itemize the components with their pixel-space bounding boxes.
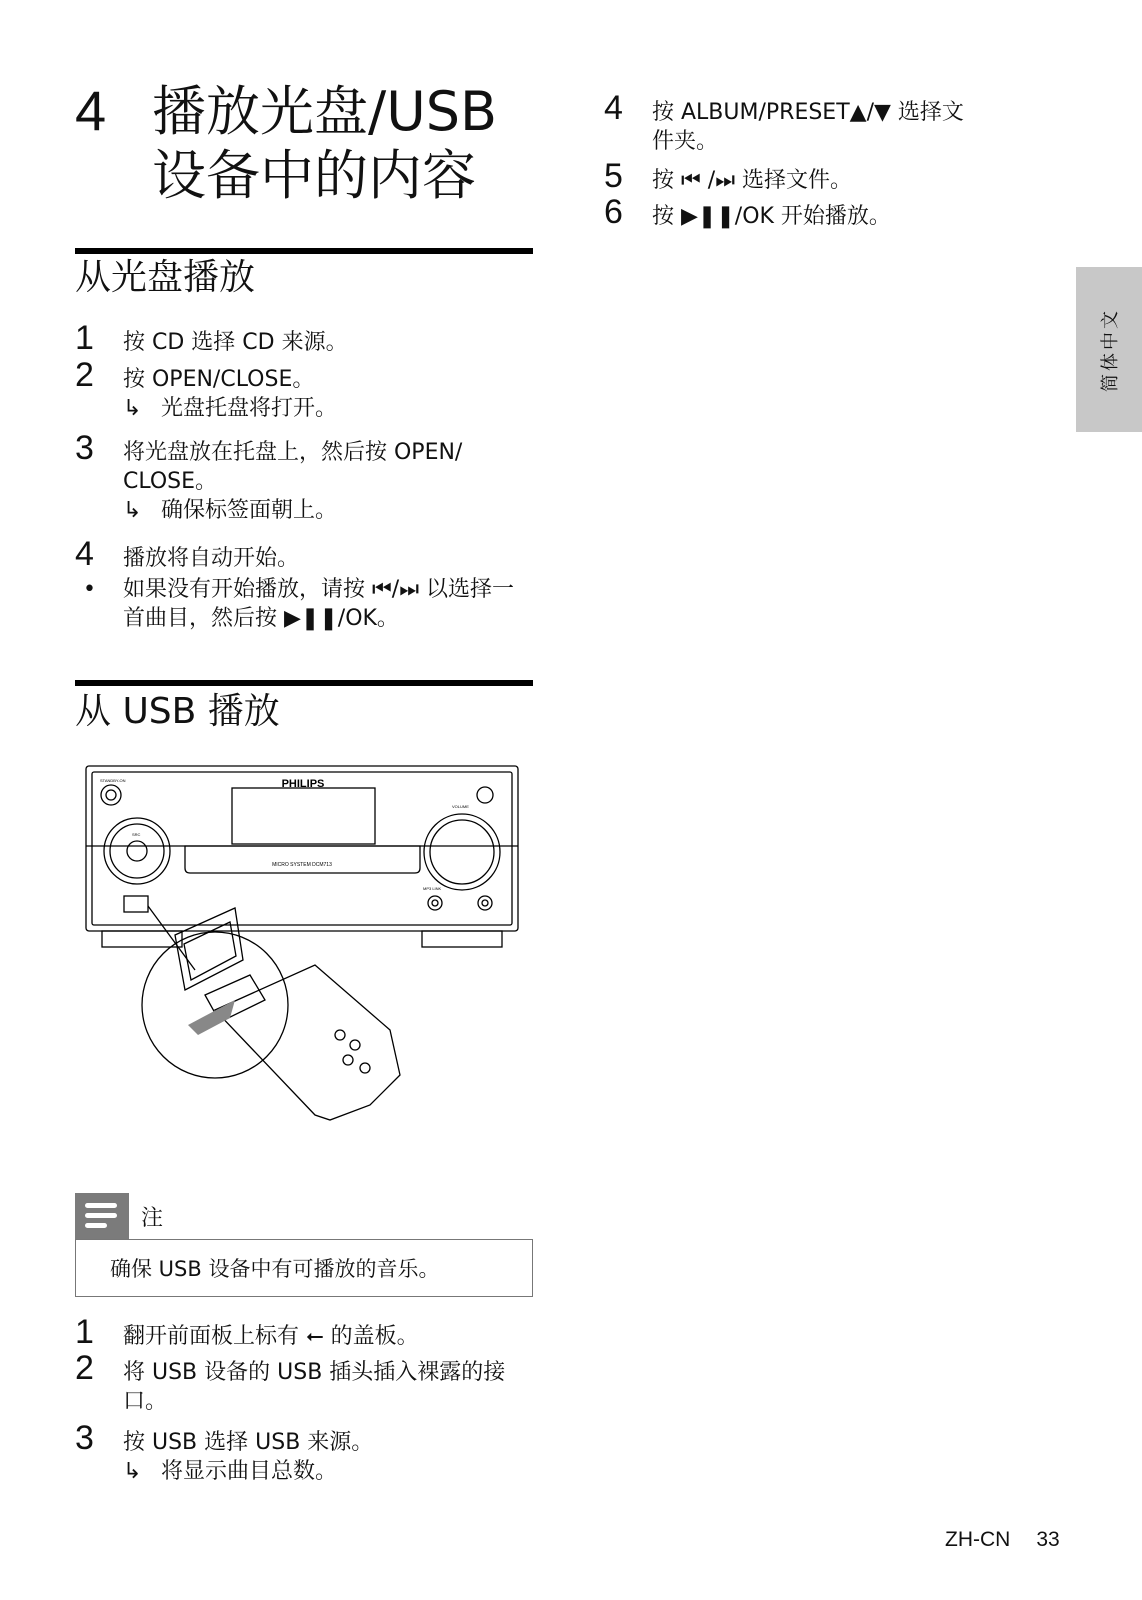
step-number: 4	[604, 89, 623, 127]
page-footer	[945, 1528, 1060, 1552]
step-result: ↳ 确保标签面朝上。	[123, 498, 338, 523]
result-arrow-icon: ↳	[123, 396, 142, 421]
volume-knob	[424, 814, 500, 890]
standby-label: STANDBY-ON	[100, 778, 126, 783]
usb-step-2	[75, 1349, 535, 1416]
device-body	[86, 766, 518, 931]
disc-step-2	[75, 356, 535, 423]
step-result: ↳ 将显示曲目总数。	[123, 1459, 338, 1484]
usb-step-4	[604, 89, 1024, 156]
step-result: ↳ 光盘托盘将打开。	[123, 396, 338, 421]
zoom-callout	[142, 932, 288, 1078]
standby-button	[101, 785, 121, 805]
usb-step-6	[604, 193, 1024, 231]
step-text: 按 ⏮ /⏭ 选择文件。	[652, 168, 852, 193]
usb-step-1	[75, 1313, 535, 1351]
chapter-title-line1: 播放光盘/USB	[152, 80, 498, 143]
step-text: 按 USB 选择 USB 来源。	[123, 1430, 374, 1455]
step-text: 将 USB 设备的 USB 插头插入裸露的接口。	[123, 1360, 506, 1414]
disc-tray	[185, 846, 420, 873]
section-heading-disc: 从光盘播放	[75, 257, 256, 298]
usb-port	[124, 896, 148, 912]
disc-step-3	[75, 429, 535, 525]
src-label: SRC	[132, 832, 141, 837]
note-text: 确保 USB 设备中有可播放的音乐。	[110, 1257, 440, 1281]
step-number: 3	[75, 429, 94, 467]
bullet-text: 如果没有开始播放，请按 ⏮/⏭ 以选择一首曲目，然后按 ▶❚❚/OK。	[123, 577, 514, 631]
note-icon	[75, 1193, 129, 1239]
step-number: 1	[75, 319, 94, 357]
step-text: 按 CD 选择 CD 来源。	[123, 330, 348, 355]
brand-label: PHILIPS	[281, 778, 325, 790]
mp3-link-label: MP3 LINK	[423, 886, 442, 891]
step-text: 播放将自动开始。	[123, 546, 300, 571]
note-box	[75, 1239, 533, 1297]
result-arrow-icon: ↳	[123, 1459, 142, 1484]
control-ring	[104, 818, 170, 884]
device-display	[232, 788, 375, 844]
section-heading-usb: 从 USB 播放	[75, 691, 280, 732]
usb-step-5	[604, 157, 1024, 195]
chapter-title	[152, 80, 552, 208]
disc-bullet	[75, 575, 535, 633]
insert-arrow-icon	[188, 1000, 235, 1035]
step-number: 6	[604, 193, 623, 231]
step-number: 3	[75, 1419, 94, 1457]
step-text: 按 OPEN/CLOSE。	[123, 367, 315, 392]
page-number: 33	[1036, 1528, 1060, 1551]
bullet-icon: •	[83, 577, 96, 602]
note-label: 注	[141, 1206, 164, 1231]
step-number: 1	[75, 1313, 94, 1351]
mp3-link-jack	[428, 896, 442, 910]
language-tab	[1076, 267, 1142, 432]
step-number: 5	[604, 157, 623, 195]
step-text: 按 ▶❚❚/OK 开始播放。	[652, 204, 891, 229]
eject-button	[477, 787, 493, 803]
disc-step-1	[75, 319, 535, 357]
language-tab-label: 简体中文	[1100, 307, 1121, 392]
usb-step-3	[75, 1419, 535, 1486]
volume-label: VOLUME	[452, 804, 469, 809]
result-arrow-icon: ↳	[123, 498, 142, 523]
step-number: 2	[75, 356, 94, 394]
device-foot-left	[102, 931, 182, 947]
step-text: 按 ALBUM/PRESET▲/▼ 选择文件夹。	[652, 100, 964, 154]
section-rule	[75, 680, 533, 686]
step-text: 将光盘放在托盘上，然后按 OPEN/ CLOSE。	[123, 440, 463, 494]
step-number: 4	[75, 535, 94, 573]
model-label: MICRO SYSTEM DCM713	[272, 862, 332, 868]
chapter-number: 4	[75, 79, 107, 142]
step-number: 2	[75, 1349, 94, 1387]
section-rule	[75, 248, 533, 254]
note-header	[75, 1193, 533, 1239]
chapter-title-line2: 设备中的内容	[152, 144, 476, 207]
footer-language: ZH-CN	[945, 1528, 1011, 1551]
step-text: 翻开前面板上标有 ⭠ 的盖板。	[123, 1324, 419, 1349]
usb-insertion-illustration	[80, 760, 530, 1155]
play-pause-button	[127, 841, 147, 861]
device-foot-right	[422, 931, 502, 947]
disc-step-4	[75, 535, 535, 573]
headphone-jack	[478, 896, 492, 910]
usb-stick	[215, 965, 400, 1120]
